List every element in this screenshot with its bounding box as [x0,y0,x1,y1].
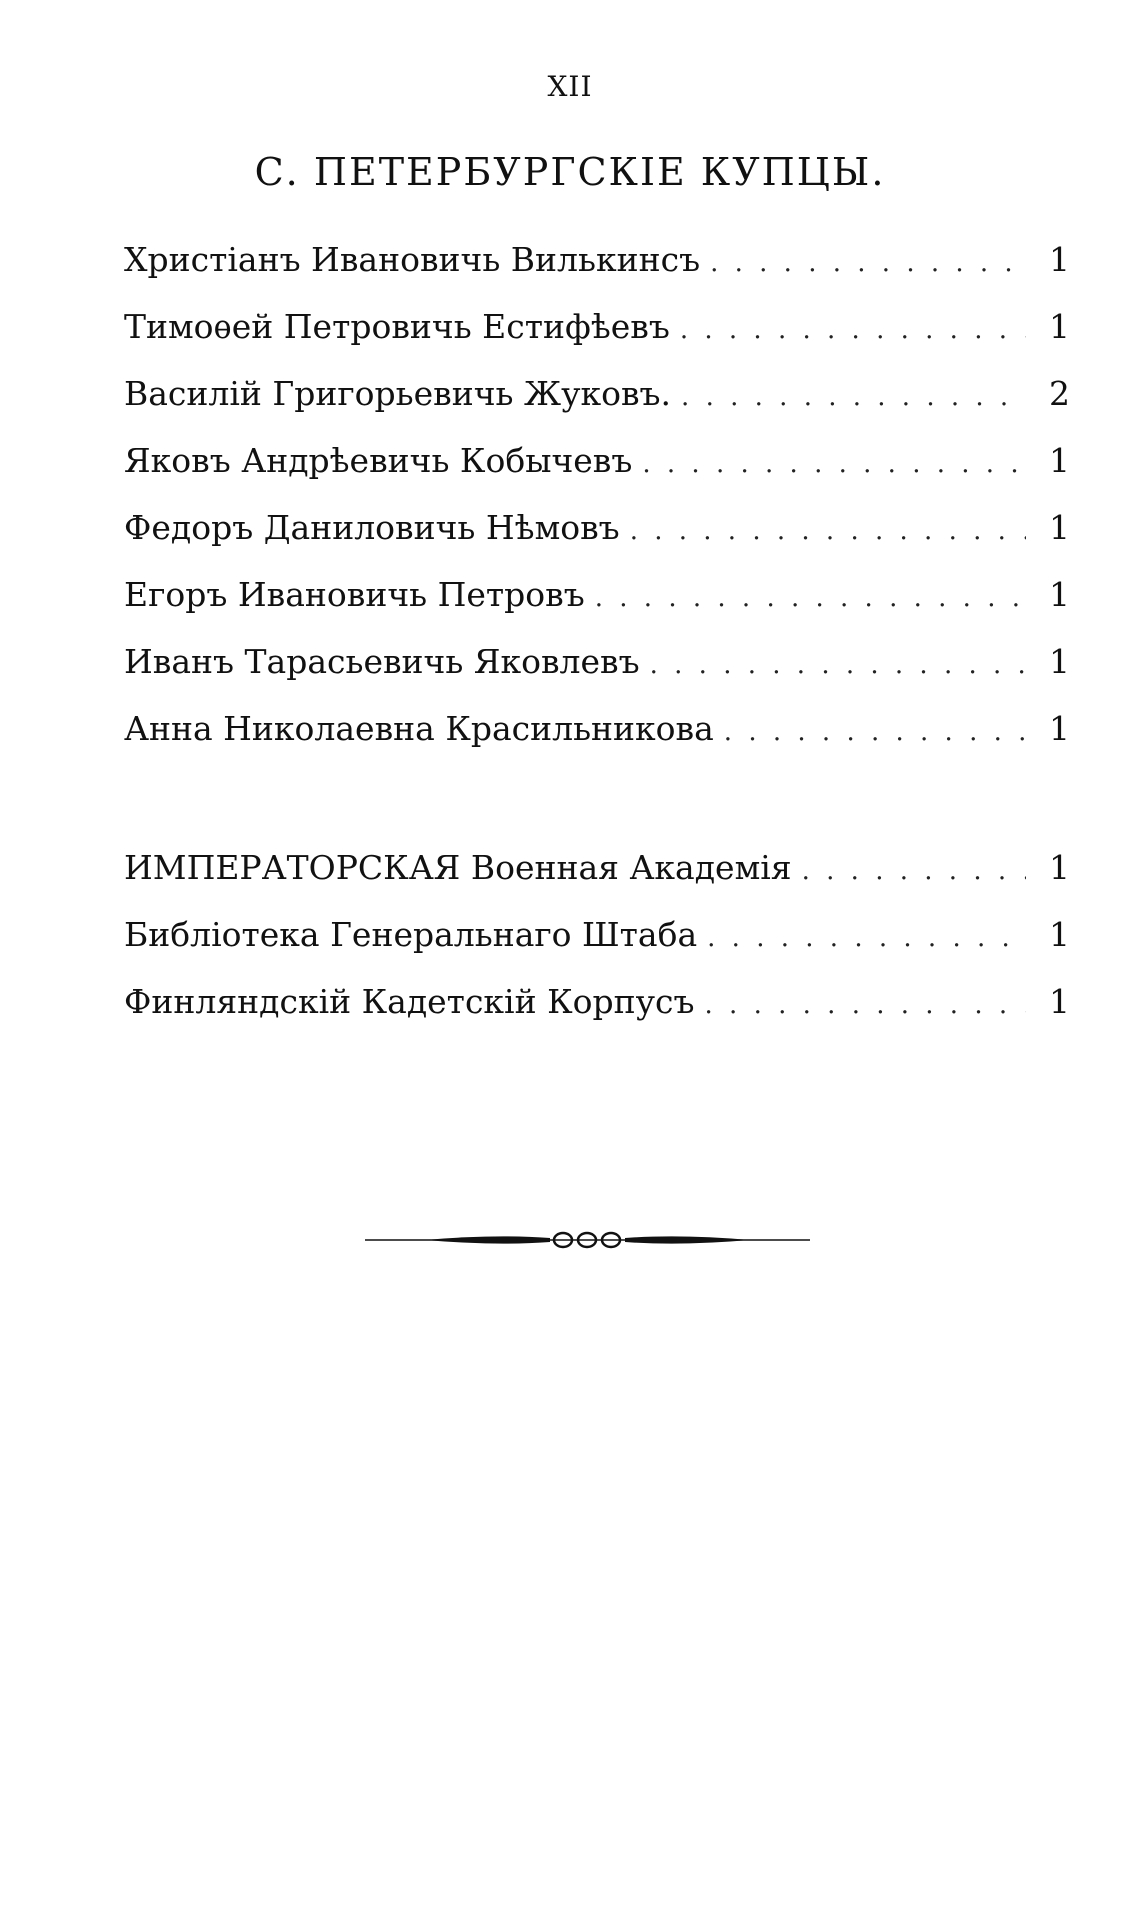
institution-name: ИМПЕРАТОРСКАЯ Военная Академія [124,848,792,887]
subscriber-name: Егоръ Ивановичь Петровъ [124,575,585,614]
copies-count: 1 [1049,982,1070,1021]
subscriber-name: Яковъ Андрѣевичь Кобычевъ [124,441,633,480]
dot-leader [650,650,1026,680]
page-number: XII [547,70,593,103]
dot-leader [710,248,1026,278]
copies-count: 1 [1049,441,1070,480]
copies-count: 1 [1049,709,1070,748]
dot-leader [707,923,1026,953]
dot-leader [705,990,1026,1020]
list-item [124,374,1070,441]
copies-count: 1 [1049,508,1070,547]
dot-leader [680,315,1026,345]
list-item [124,240,1070,307]
list-item [124,642,1070,709]
copies-count: 1 [1049,848,1070,887]
copies-count: 1 [1049,240,1070,279]
copies-count: 1 [1049,915,1070,954]
merchants-list [124,240,1070,776]
institutions-list [124,848,1070,1049]
dot-leader [642,449,1026,479]
dot-leader [630,516,1026,546]
ornament-divider [365,1228,810,1252]
dot-leader [595,583,1026,613]
copies-count: 1 [1049,642,1070,681]
subscriber-name: Федоръ Даниловичь Нѣмовъ [124,508,620,547]
list-item [124,307,1070,374]
subscriber-name: Василій Григорьевичь Жуковъ. [124,374,672,413]
list-item [124,848,1070,915]
copies-count: 1 [1049,575,1070,614]
copies-count: 2 [1049,374,1070,413]
list-item [124,982,1070,1049]
copies-count: 1 [1049,307,1070,346]
subscriber-name: Тимоѳей Петровичь Естифѣевъ [124,307,670,346]
institution-name: Финляндскій Кадетскій Корпусъ [124,982,695,1021]
subscriber-name: Иванъ Тарасьевичь Яковлевъ [124,642,640,681]
list-item [124,915,1070,982]
list-item [124,709,1070,776]
list-item [124,441,1070,508]
list-item [124,508,1070,575]
dot-leader [802,856,1026,886]
list-item [124,575,1070,642]
dot-leader [724,717,1026,747]
subscriber-name: Христіанъ Ивановичь Вилькинсъ [124,240,701,279]
subscriber-name: Анна Николаевна Красильникова [124,709,714,748]
institution-name: Библіотека Генеральнаго Штаба [124,915,698,954]
dot-leader [681,382,1026,412]
section-title: С. ПЕТЕРБУРГСКІЕ КУПЦЫ. [254,150,886,194]
